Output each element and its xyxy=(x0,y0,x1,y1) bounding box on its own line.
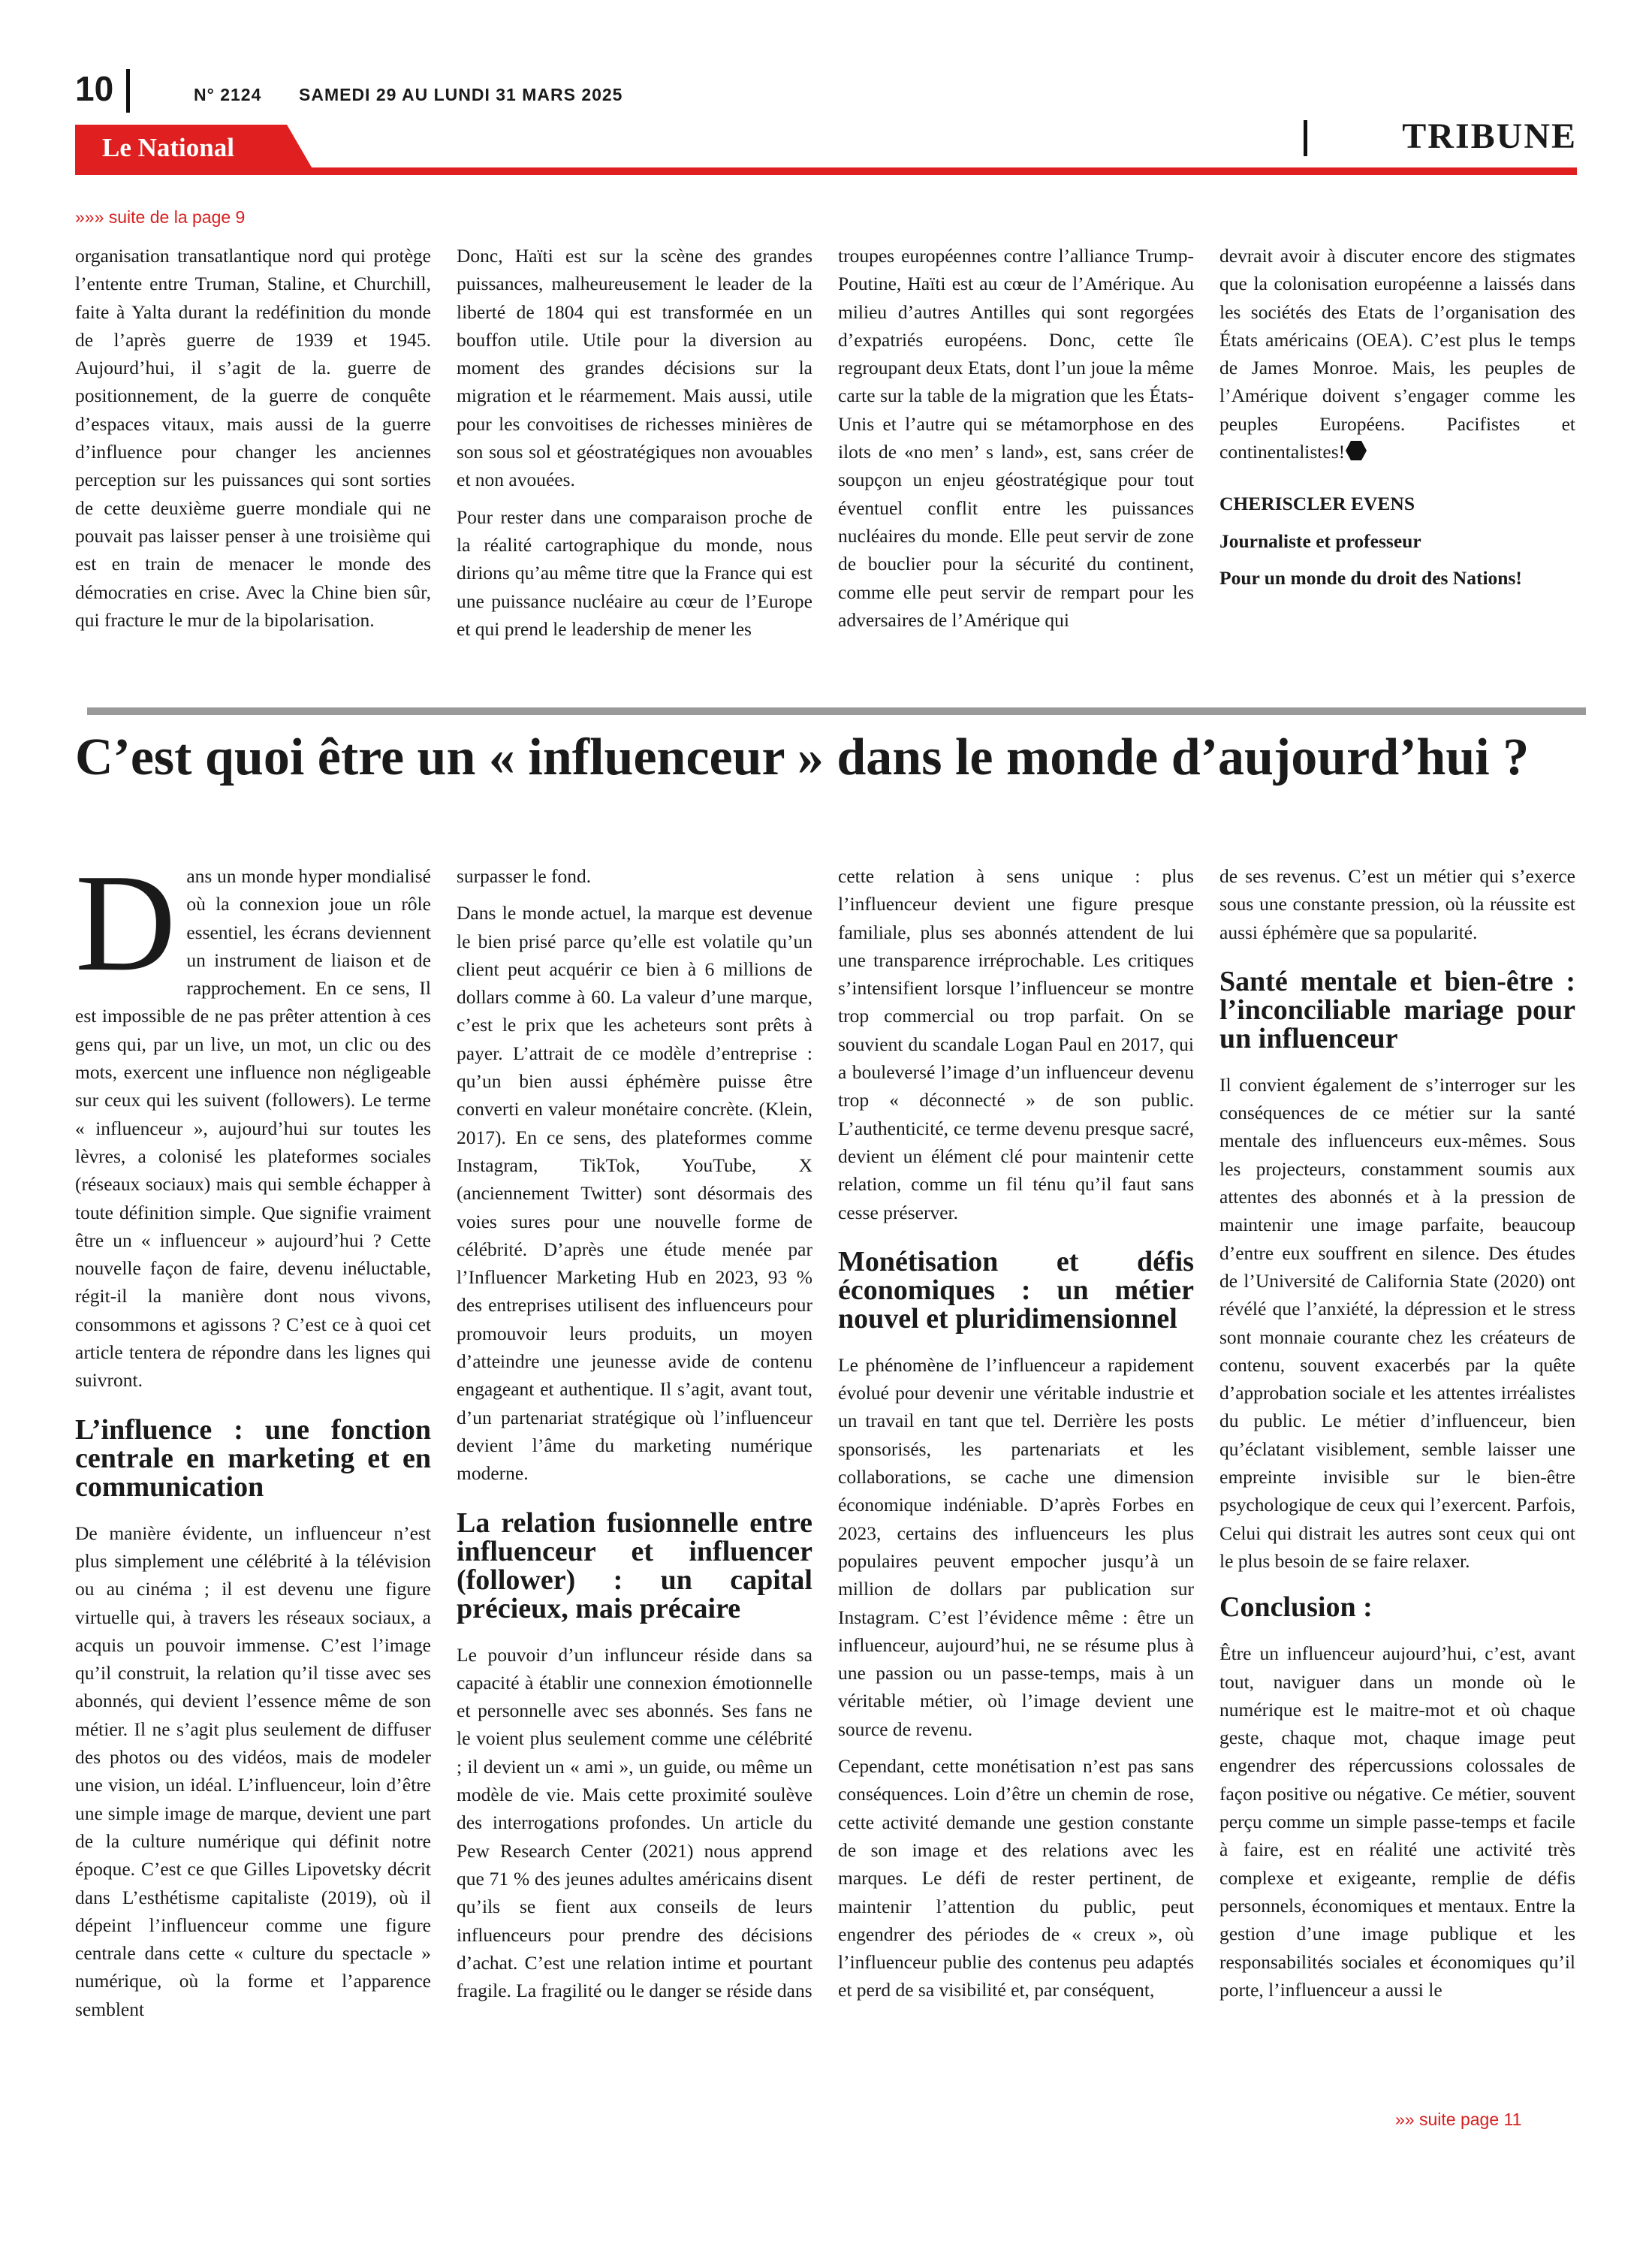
section-title: TRIBUNE xyxy=(1402,116,1577,156)
subheading-conclusion: Conclusion : xyxy=(1219,1591,1373,1624)
prev-article-column-4 xyxy=(1219,242,1575,601)
body-paragraph: Être un influenceur aujourd’hui, c’est, avant tout, naviguer dans un monde où le numérique est le maitre-mot et où chaque geste, chaque mot, chaque image peut engendrer des répercussions colossales de façon positive ou négative. Ce métier, souvent perçu comme un simple passe-temps et facile à faire, est en réalité une activité très complexe et exigeante, remplie de défis personnels, économiques et mentaux. Entre la gestion d’une image publique et les responsabilités sociales et économiques qu’il porte, l’influenceur a aussi le xyxy=(1219,1642,1575,2001)
prev-article-paragraph xyxy=(1219,242,1575,466)
issue-date: SAMEDI 29 AU LUNDI 31 MARS 2025 xyxy=(299,85,623,104)
body-paragraph: Dans le monde actuel, la marque est devenue le bien prisé parce qu’elle est volatile qu’un client peut acquérir ce bien à 6 millions de dollars comme à 60. La valeur d’une marque, c’est le prix que les acheteurs sont prêts à payer. L’attrait de ce modèle d’entreprise : qu’un bien aussi éphémère puisse être converti en valeur monétaire concrète. (Klein, 2017). En ce sens, des plateformes comme Instagram, TikTok, YouTube, X (anciennement Twitter) sont désormais des voies sures pour une nouvelle forme de célébrité. D’après une étude menée par l’Influencer Marketing Hub en 2023, 93 % des entreprises utilisent des influenceurs pour promouvoir leurs produits, un moyen d’atteindre une jeunesse avide de contenu engageant et authentique. Il s’agit, avant tout, d’un partenariat stratégique où l’influenceur devient l’âme du marketing numérique moderne. xyxy=(457,902,812,1485)
intro-paragraph xyxy=(75,846,431,1395)
subheading-influence: L’influence : une fonction centrale en marketing et en communication xyxy=(75,1413,431,1503)
prev-article-column-3 xyxy=(838,242,1194,643)
subheading-relation: La relation fusionnelle entre influenceur et influencer (follower) : un capital précieux, mais précaire xyxy=(457,1507,812,1624)
article-column-4 xyxy=(1219,862,1575,2013)
newspaper-brand: Le National xyxy=(102,133,234,162)
body-paragraph: Il convient également de s’interroger sur les conséquences de ce métier sur la santé mentale des influenceurs eux-mêmes. Sous les projecteurs, constamment soumis aux attentes des abonnés et à la pression de maintenir une image parfaite, beaucoup d’entre eux souffrent en silence. Des études de l’Université de California State (2020) ont révélé que l’anxiété, la dépression et le stress sont monnaie courante chez les créateurs de contenu, souvent exacerbés par la quête d’approbation sociale et les attentes irréalistes du public. Le métier d’influenceur, bien qu’éclatant visiblement, semble laisser une empreinte invisible sur le bien-être psychologique de ceux qui l’exercent. Parfois, Celui qui distrait les autres sont ceux qui ont le plus besoin de se faire relaxer. xyxy=(1219,1073,1575,1572)
subheading-monetisation: Monétisation et défis économiques : un métier nouvel et pluridimensionnel xyxy=(838,1245,1194,1335)
section-divider xyxy=(1304,120,1307,156)
prev-article-column-2 xyxy=(457,242,812,652)
body-paragraph: Cependant, cette monétisation n’est pas sans conséquences. Loin d’être un chemin de rose, cette activité demande une gestion constante de son image et des relations avec les marques. Le défi de rester pertinent, de maintenir l’attention du public, peut engendrer des périodes de « creux », où l’influenceur publie des contenus peu adaptés et perd de sa visibilité et, par conséquent, xyxy=(838,1755,1194,2001)
subheading-sante: Santé mentale et bien-être : l’inconciliable mariage pour un influenceur xyxy=(1219,965,1575,1054)
article-column-2 xyxy=(457,862,812,2013)
body-paragraph: Le pouvoir d’un influnceur réside dans sa capacité à établir une connexion émotionnelle et personnelle avec ses abonnés. Ses fans ne le voient plus seulement comme une célébrité ; il devient un « ami », un guide, ou même un modèle de vie. Mais cette proximité soulève des interrogations profondes. Un article du Pew Research Center (2021) nous apprend que 71 % des jeunes adultes américains disent qu’ils se fient aux conseils de leurs influenceurs pour prendre des décisions d’achat. C’est une relation intime et pourtant fragile. La fragilité ou le danger se réside dans xyxy=(457,1643,812,2002)
article-column-3 xyxy=(838,862,1194,2013)
end-of-article-icon xyxy=(1345,440,1367,461)
drop-cap: D xyxy=(75,846,176,1000)
continued-on-link[interactable]: »» suite page 11 xyxy=(1395,2110,1522,2129)
page-number-divider xyxy=(126,69,130,113)
body-paragraph: de ses revenus. C’est un métier qui s’exerce sous une constante pression, où la réussite est aussi éphémère que sa popularité. xyxy=(1219,865,1575,943)
author-tagline: Pour un monde du droit des Nations! xyxy=(1219,566,1522,589)
issue-number: N° 2124 xyxy=(194,85,262,104)
article-separator xyxy=(87,707,1586,715)
body-paragraph: Le phénomène de l’influenceur a rapidement évolué pour devenir une véritable industrie et un travail en tant que tel. Derrière les posts sponsorisés, les partenariats et les collaborations, se cache une dimension économique indéniable. D’après Forbes en 2023, certains des influenceurs les plus populaires peuvent empocher jusqu’à un million de dollars par publication sur Instagram. C’est l’évidence même : être un influenceur, aujourd’hui, ne se résume plus à une passion ou un passe-temps, mais à un véritable métier, où l’image devient une source de revenu. xyxy=(838,1353,1194,1740)
body-paragraph: cette relation à sens unique : plus l’influenceur devient une figure presque familiale, plus ses abonnés attendent de lui une transparence irréprochable. Les critiques s’intensifient lorsque l’influenceur se montre trop commercial ou trop parfait. On se souvient du scandale Logan Paul en 2017, qui a bouleversé l’image d’un influenceur devenu trop « déconnecté » de son public. L’authenticité, ce terme devenu presque sacré, devient un élément clé pour maintenir cette relation, comme un fil ténu qu’il faut sans cesse préserver. xyxy=(838,865,1194,1223)
body-paragraph: surpasser le fond. xyxy=(457,865,592,887)
prev-article-paragraph: troupes européennes contre l’alliance Trump-Poutine, Haïti est au cœur de l’Amérique. Au milieu d’autres Antilles qui sont regorgées d’expatriés européens. Donc, cette île regroupant deux Etats, dont l’un joue la même carte sur la table de la migration que les États-Unis et l’autre qui se métamorphose en des ilots de «no men’ s land», est, sans créer de soupçon un enjeu géostratégique pour tout éventuel conflit entre les puissances nucléaires du monde. Elle peut servir de zone de bouclier pour la sécurité du continent, comme elle peut servir de rempart pour les adversaires de l’Amérique qui xyxy=(838,245,1194,631)
prev-article-text: devrait avoir à discuter encore des stigmates que la colonisation européenne a laissés dans les sociétés des Etats de l’organisation des États américains (OEA). C’est plus le temps de James Monroe. Mais, les peuples de l’Amérique doivent s’engager comme les peuples Européens. Pacifistes et continentalistes! xyxy=(1219,245,1575,463)
article-headline: C’est quoi être un « influenceur » dans le monde d’aujourd’hui ? xyxy=(75,728,1530,786)
body-paragraph: De manière évidente, un influenceur n’est plus simplement une célébrité à la télévision ou au cinéma ; il est devenu une figure virtuelle qui, à travers les réseaux sociaux, a acquis un pouvoir immense. C’est l’image qu’il construit, la relation qu’il tisse avec ses abonnés, qui devient l’essence même de son métier. Il ne s’agit plus seulement de diffuser des photos ou des vidéos, mais de modeler une vision, un idéal. L’influenceur, loin d’être une simple image de marque, devient une part de la culture numérique qui définit notre époque. C’est ce que Gilles Lipovetsky décrit dans L’esthétisme capitaliste (2019), où il dépeint l’influenceur comme une figure centrale dans cette « culture du spectacle » numérique, où la forme et l’apparence semblent xyxy=(75,1522,431,2020)
prev-article-paragraph: organisation transatlantique nord qui protège l’entente entre Truman, Staline, et Churchill, faite à Yalta durant la redéfinition du monde de l’après guerre de 1939 et 1945. Aujourd’hui, il s’agit de la. guerre de positionnement, de la guerre de conquête d’espaces vitaux, mais aussi de la guerre d’influence pour changer les anciennes perception sur les puissances qui sont sorties de cette deuxième guerre mondiale qui ne pouvait pas laisser penser à une troisième qui est en train de menacer le monde des démocraties en crise. Avec la Chine bien sûr, qui fracture le mur de la bipolarisation. xyxy=(75,245,431,631)
intro-text: ans un monde hyper mondialisé où la connexion joue un rôle essentiel, les écrans deviennent un instrument de liaison et de rapprochement. En ce sens, Il est impossible de ne pas prêter attention à ces gens qui, par un live, un mot, un clic ou des mots, exercent une influence non négligeable sur ceux qui les suivent (followers). Le terme « influenceur », aujourd’hui sur toutes les lèvres, a colonisé les plateformes sociales (réseaux sociaux) mais qui semble échapper à toute définition simple. Que signifie vraiment être un « influenceur » aujourd’hui ? Cette nouvelle façon de faire, devenu inéluctable, régit-il la manière dont nous vivons, consommons et agissons ? C’est ce à quoi cet article tentera de répondre dans les lignes qui suivront. xyxy=(75,865,431,1392)
header-red-rule xyxy=(75,167,1577,175)
author-name: CHERISCLER EVENS xyxy=(1219,493,1415,515)
page-number: 10 xyxy=(75,69,114,108)
prev-article-column-1 xyxy=(75,242,431,634)
prev-article-paragraph: Donc, Haïti est sur la scène des grandes puissances, malheureusement le leader de la liberté de 1804 qui est transformée en un bouffon utile. Utile pour la diversion au moment des grandes décisions sur la migration et le réarmement. Mais aussi, utile pour les convoitises de richesses minières de son sous sol et géostratégiques non avouables et non avouées. xyxy=(457,245,812,491)
prev-article-paragraph: Pour rester dans une comparaison proche de la réalité cartographique du monde, nous dirions qu’au même titre que la France qui est une puissance nucléaire au cœur de l’Europe et qui prend le leadership de mener les xyxy=(457,505,812,640)
article-column-1 xyxy=(75,846,431,2032)
author-title: Journaliste et professeur xyxy=(1219,529,1421,552)
continued-from-label: »»» suite de la page 9 xyxy=(75,207,246,227)
